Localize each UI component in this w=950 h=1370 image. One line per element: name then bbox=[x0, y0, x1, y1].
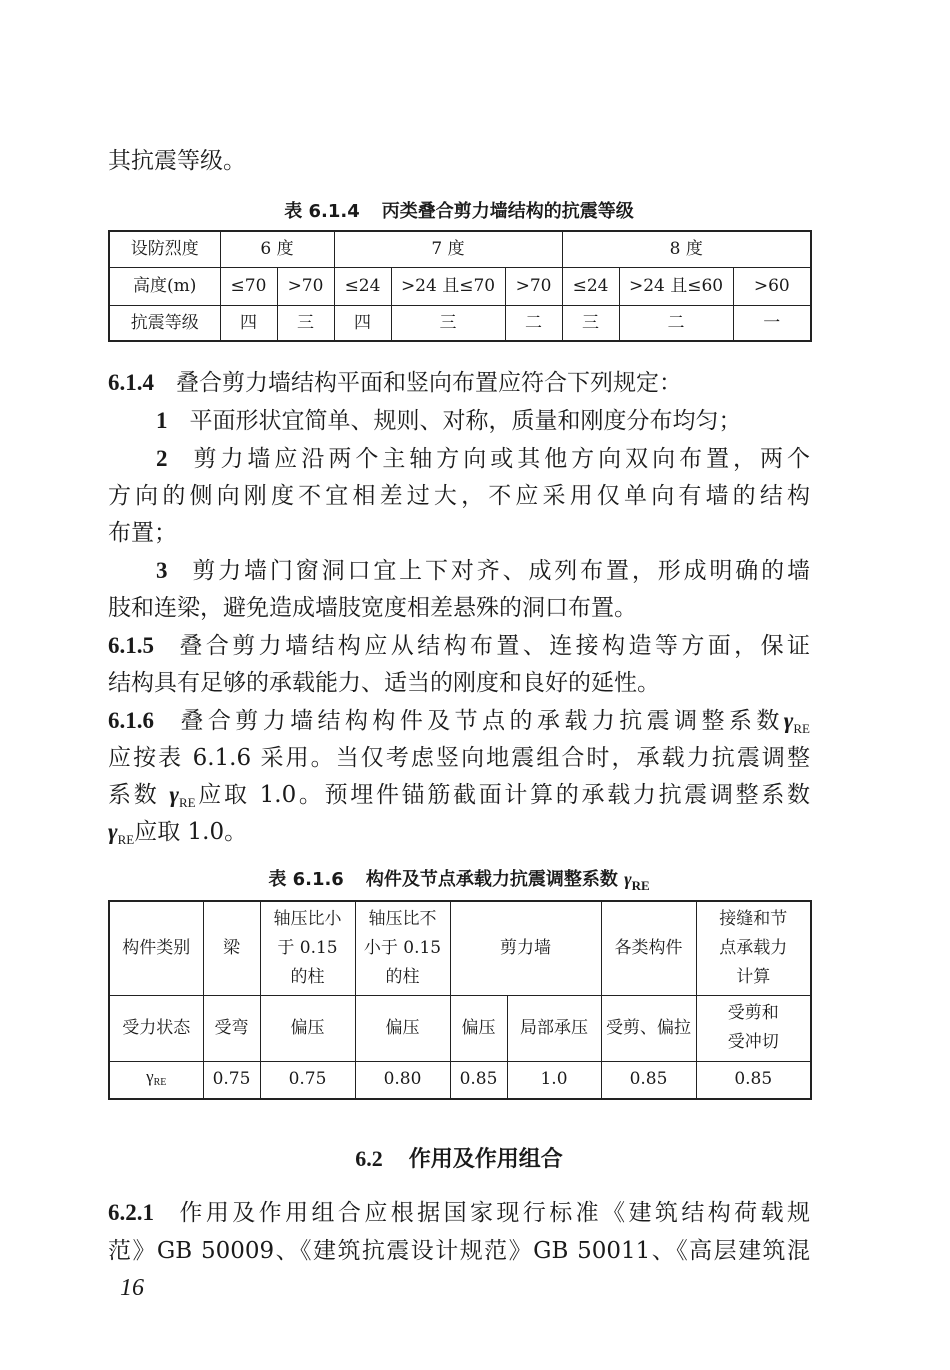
table-cell: 四 bbox=[220, 305, 277, 341]
cell-line: 接缝和节 bbox=[719, 908, 788, 929]
table-row bbox=[109, 305, 811, 341]
text-line: 结构具有足够的承载能力、适当的刚度和良好的延性。 bbox=[108, 670, 660, 696]
table-cell: 三 bbox=[562, 305, 619, 341]
text-span: 应取 1.0。 bbox=[134, 819, 248, 845]
text-line bbox=[108, 780, 810, 818]
table-616-title: 构件及节点承载力抗震调整系数 bbox=[365, 869, 618, 890]
table-cell bbox=[260, 901, 355, 995]
clause-615 bbox=[108, 631, 810, 661]
list-item bbox=[156, 444, 810, 474]
table-cell: ≤70 bbox=[220, 267, 277, 305]
table-cell: 偏压 bbox=[260, 995, 355, 1061]
gamma-symbol: γ bbox=[783, 708, 794, 733]
cell-line: 于 0.15 bbox=[277, 937, 338, 958]
table-cell: 三 bbox=[277, 305, 334, 341]
table-cell: 局部承压 bbox=[507, 995, 601, 1061]
cell-line: 的柱 bbox=[290, 966, 325, 987]
clause-text: 叠合剪力墙结构应从结构布置、连接构造等方面，保证 bbox=[176, 633, 810, 659]
text-span: 系数 bbox=[108, 782, 160, 808]
table-cell: 1.0 bbox=[507, 1061, 601, 1099]
item-text: 剪力墙应沿两个主轴方向或其他方向双向布置，两个 bbox=[189, 446, 810, 472]
table-616-number: 表 6.1.6 bbox=[268, 869, 344, 890]
gamma-subscript: RE bbox=[153, 1077, 167, 1089]
clause-text: 叠合剪力墙结构构件及节点的承载力抗震调整系数 bbox=[176, 708, 784, 734]
clause-616 bbox=[108, 706, 810, 744]
clause-text: 作用及作用组合应根据国家现行标准《建筑结构荷载规 bbox=[176, 1200, 810, 1226]
table-cell: 三 bbox=[391, 305, 505, 341]
cell-line: 的柱 bbox=[385, 966, 420, 987]
table-cell: 0.85 bbox=[601, 1061, 696, 1099]
table-cell: 偏压 bbox=[355, 995, 450, 1061]
table-cell: 一 bbox=[733, 305, 811, 341]
table-cell: 0.75 bbox=[203, 1061, 260, 1099]
table-row bbox=[109, 901, 811, 995]
table-cell: 各类构件 bbox=[601, 901, 696, 995]
table-614-caption bbox=[108, 197, 810, 223]
table-cell: 0.80 bbox=[355, 1061, 450, 1099]
clause-number: 6.1.4 bbox=[108, 370, 154, 395]
gamma-subscript: RE bbox=[631, 878, 650, 893]
table-cell: >70 bbox=[505, 267, 562, 305]
table-616 bbox=[108, 900, 812, 1100]
table-cell: 设防烈度 bbox=[109, 231, 220, 267]
table-row bbox=[109, 1061, 811, 1099]
item-text: 剪力墙门窗洞口宜上下对齐、成列布置，形成明确的墙 bbox=[189, 558, 810, 584]
text-line: 肢和连梁，避免造成墙肢宽度相差悬殊的洞口布置。 bbox=[108, 595, 637, 621]
text-line bbox=[108, 817, 247, 855]
table-cell: 二 bbox=[619, 305, 733, 341]
table-cell: 剪力墙 bbox=[450, 901, 601, 995]
gamma-subscript: RE bbox=[117, 832, 135, 847]
gamma-symbol: γ bbox=[624, 869, 632, 889]
table-cell: 构件类别 bbox=[109, 901, 203, 995]
table-cell: 0.85 bbox=[450, 1061, 507, 1099]
table-614 bbox=[108, 230, 812, 342]
text-line: 范》GB 50009、《建筑抗震设计规范》GB 50011、《高层建筑混 bbox=[108, 1238, 810, 1264]
cell-line: 轴压比小 bbox=[273, 908, 342, 929]
text-line: 方向的侧向刚度不宜相差过大，不应采用仅单向有墙的结构 bbox=[108, 483, 810, 509]
clause-614 bbox=[108, 368, 682, 398]
table-616-caption bbox=[108, 865, 810, 894]
item-text: 平面形状宜简单、规则、对称，质量和刚度分布均匀； bbox=[189, 408, 742, 434]
table-cell: 梁 bbox=[203, 901, 260, 995]
table-cell: 受弯 bbox=[203, 995, 260, 1061]
table-614-title: 丙类叠合剪力墙结构的抗震等级 bbox=[381, 201, 634, 222]
section-heading bbox=[108, 1142, 810, 1173]
list-item bbox=[156, 556, 810, 586]
table-cell: 0.75 bbox=[260, 1061, 355, 1099]
gamma-symbol: γ bbox=[146, 1067, 154, 1087]
table-cell: 偏压 bbox=[450, 995, 507, 1061]
table-cell: 抗震等级 bbox=[109, 305, 220, 341]
intro-line: 其抗震等级。 bbox=[108, 148, 246, 174]
table-cell bbox=[696, 995, 811, 1061]
item-number: 1 bbox=[156, 408, 168, 433]
cell-line: 计算 bbox=[736, 966, 771, 987]
table-cell: ≤24 bbox=[562, 267, 619, 305]
cell-line: 受冲切 bbox=[727, 1032, 779, 1052]
section-number: 6.2 bbox=[355, 1146, 383, 1171]
table-cell bbox=[355, 901, 450, 995]
table-row bbox=[109, 231, 811, 267]
table-cell: 受力状态 bbox=[109, 995, 203, 1061]
table-cell: >70 bbox=[277, 267, 334, 305]
text-span: 应取 1.0。预埋件锚筋截面计算的承载力抗震调整系数 bbox=[195, 782, 811, 808]
list-item bbox=[156, 406, 742, 436]
cell-line: 小于 0.15 bbox=[363, 937, 442, 958]
item-number: 3 bbox=[156, 558, 168, 583]
clause-number: 6.1.5 bbox=[108, 633, 154, 658]
gamma-symbol: γ bbox=[169, 782, 179, 807]
page-number: 16 bbox=[120, 1275, 144, 1301]
table-row bbox=[109, 267, 811, 305]
table-cell: 0.85 bbox=[696, 1061, 811, 1099]
table-cell: 6 度 bbox=[220, 231, 334, 267]
text-line: 应按表 6.1.6 采用。当仅考虑竖向地震组合时，承载力抗震调整 bbox=[108, 745, 810, 771]
table-614-number: 表 6.1.4 bbox=[284, 201, 360, 222]
cell-line: 受剪和 bbox=[727, 1003, 779, 1023]
clause-number: 6.1.6 bbox=[108, 708, 154, 733]
clause-text: 叠合剪力墙结构平面和竖向布置应符合下列规定： bbox=[176, 370, 682, 396]
table-cell: >24 且≤70 bbox=[391, 267, 505, 305]
gamma-symbol: γ bbox=[108, 819, 118, 844]
cell-line: 轴压比不 bbox=[368, 908, 437, 929]
clause-number: 6.2.1 bbox=[108, 1200, 154, 1225]
table-cell bbox=[696, 901, 811, 995]
clause-621 bbox=[108, 1198, 810, 1228]
table-cell: 7 度 bbox=[334, 231, 562, 267]
table-cell: >24 且≤60 bbox=[619, 267, 733, 305]
table-row bbox=[109, 995, 811, 1061]
gamma-subscript: RE bbox=[178, 795, 196, 810]
section-title: 作用及作用组合 bbox=[408, 1147, 563, 1172]
text-line: 布置； bbox=[108, 520, 177, 546]
cell-line: 点承载力 bbox=[719, 937, 788, 958]
item-number: 2 bbox=[156, 446, 168, 471]
table-cell: 二 bbox=[505, 305, 562, 341]
table-cell: 8 度 bbox=[562, 231, 811, 267]
gamma-subscript: RE bbox=[793, 721, 810, 736]
table-cell: ≤24 bbox=[334, 267, 391, 305]
table-cell: 四 bbox=[334, 305, 391, 341]
table-cell bbox=[109, 1061, 203, 1099]
table-cell: >60 bbox=[733, 267, 811, 305]
table-cell: 高度(m) bbox=[109, 267, 220, 305]
table-cell: 受剪、偏拉 bbox=[601, 995, 696, 1061]
